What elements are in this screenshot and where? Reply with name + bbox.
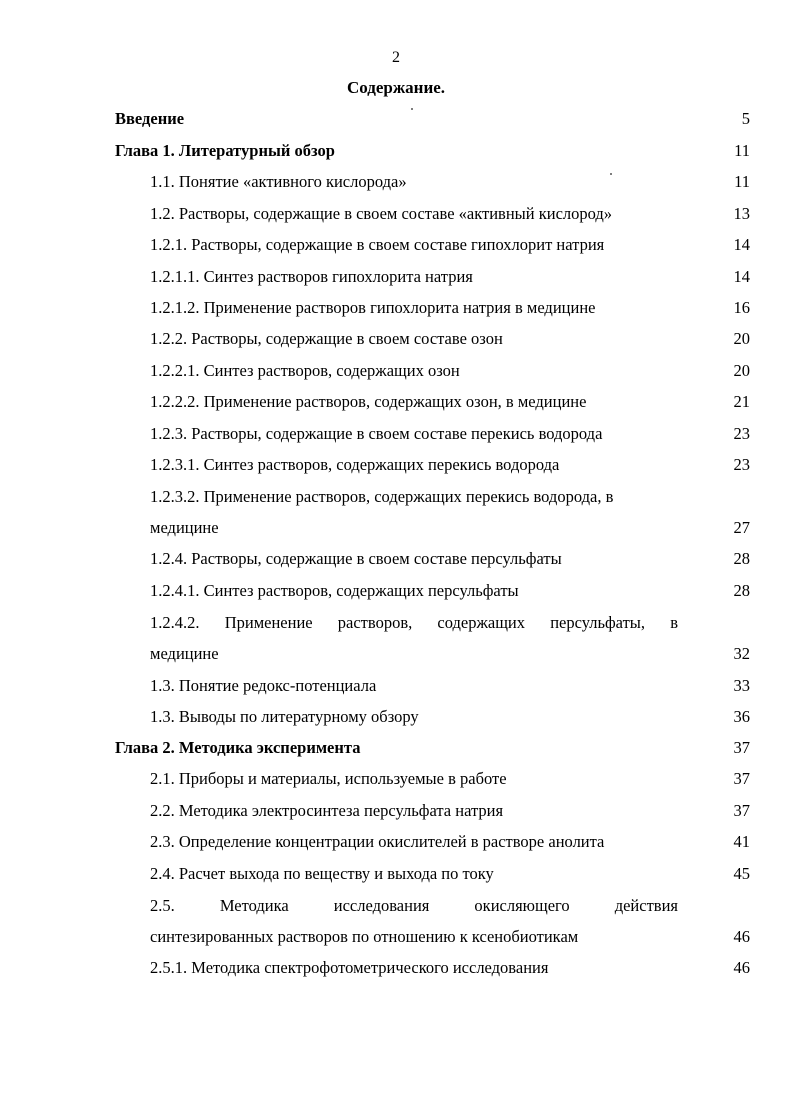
toc-page-number: 14 [733, 235, 750, 254]
toc-entry: 2.5.1. Методика спектрофотометрического исследования [150, 958, 549, 977]
toc-entry: 2.3. Определение концентрации окислителей в растворе анолита [150, 832, 605, 851]
toc-page-number: 14 [733, 267, 750, 286]
toc-entry: 1.3. Понятие редокс-потенциала [150, 676, 377, 695]
toc-page-number: 32 [733, 644, 750, 663]
toc-entry-chapter-1: Глава 1. Литературный обзор [115, 141, 335, 160]
scan-speck [610, 173, 612, 175]
toc-page-number: 37 [733, 769, 750, 788]
toc-entry: 1.2.3.1. Синтез растворов, содержащих перекись водорода [150, 455, 560, 474]
toc-page-number: 28 [733, 581, 750, 600]
toc-entry: 1.2.3. Растворы, содержащие в своем составе перекись водорода [150, 424, 603, 443]
toc-page-number: 5 [741, 109, 750, 128]
toc-entry: 1.2.4.2. Применение растворов, содержащих персульфаты, в [150, 613, 678, 632]
toc-entry: 1.2.1. Растворы, содержащие в своем составе гипохлорит натрия [150, 235, 605, 254]
toc-page-number: 37 [733, 801, 750, 820]
toc-page-number: 20 [733, 329, 750, 348]
toc-page-number: 41 [733, 832, 750, 851]
toc-entry: 1.2.2.1. Синтез растворов, содержащих озон [150, 361, 460, 380]
toc-entry: 1.1. Понятие «активного кислорода» [150, 172, 407, 191]
toc-entry: 1.2. Растворы, содержащие в своем составе «активный кислород» [150, 204, 613, 223]
toc-page-number: 11 [734, 172, 750, 191]
toc-entry: 1.2.1.2. Применение растворов гипохлорита натрия в медицине [150, 298, 596, 317]
toc-page-number: 46 [733, 927, 750, 946]
toc-entry-chapter-2: Глава 2. Методика эксперимента [115, 738, 361, 757]
toc-page-number: 28 [733, 549, 750, 568]
toc-page-number: 23 [733, 424, 750, 443]
toc-entry-continuation: медицине [150, 518, 219, 537]
page-title: Содержание. [346, 78, 446, 97]
toc-page-number: 37 [733, 738, 750, 757]
toc-entry: 1.2.4. Растворы, содержащие в своем составе персульфаты [150, 549, 562, 568]
toc-entry: 2.4. Расчет выхода по веществу и выхода по току [150, 864, 494, 883]
toc-entry-continuation: синтезированных растворов по отношению к ксенобиотикам [150, 927, 579, 946]
toc-page-number: 27 [733, 518, 750, 537]
scan-speck [411, 108, 413, 110]
toc-entry: 1.2.1.1. Синтез растворов гипохлорита натрия [150, 267, 473, 286]
page-number: 2 [392, 49, 400, 66]
toc-entry: 1.2.2. Растворы, содержащие в своем составе озон [150, 329, 503, 348]
toc-entry: 1.3. Выводы по литературному обзору [150, 707, 419, 726]
toc-page-number: 46 [733, 958, 750, 977]
toc-page-number: 33 [733, 676, 750, 695]
toc-entry: 1.2.3.2. Применение растворов, содержащих перекись водорода, в [150, 487, 614, 506]
toc-entry-continuation: медицине [150, 644, 219, 663]
toc-entry: 2.1. Приборы и материалы, используемые в работе [150, 769, 507, 788]
toc-page-number: 11 [734, 141, 750, 160]
toc-page-number: 20 [733, 361, 750, 380]
toc-page-number: 13 [733, 204, 750, 223]
toc-page-number: 23 [733, 455, 750, 474]
toc-page-number: 36 [733, 707, 750, 726]
toc-entry: 1.2.4.1. Синтез растворов, содержащих персульфаты [150, 581, 519, 600]
toc-entry: 1.2.2.2. Применение растворов, содержащих озон, в медицине [150, 392, 587, 411]
toc-entry: 2.5. Методика исследования окисляющего действия [150, 896, 678, 915]
toc-entry-introduction: Введение [115, 109, 185, 128]
toc-page-number: 45 [733, 864, 750, 883]
toc-entry: 2.2. Методика электросинтеза персульфата натрия [150, 801, 504, 820]
toc-page-number: 16 [733, 298, 750, 317]
toc-page-number: 21 [733, 392, 750, 411]
